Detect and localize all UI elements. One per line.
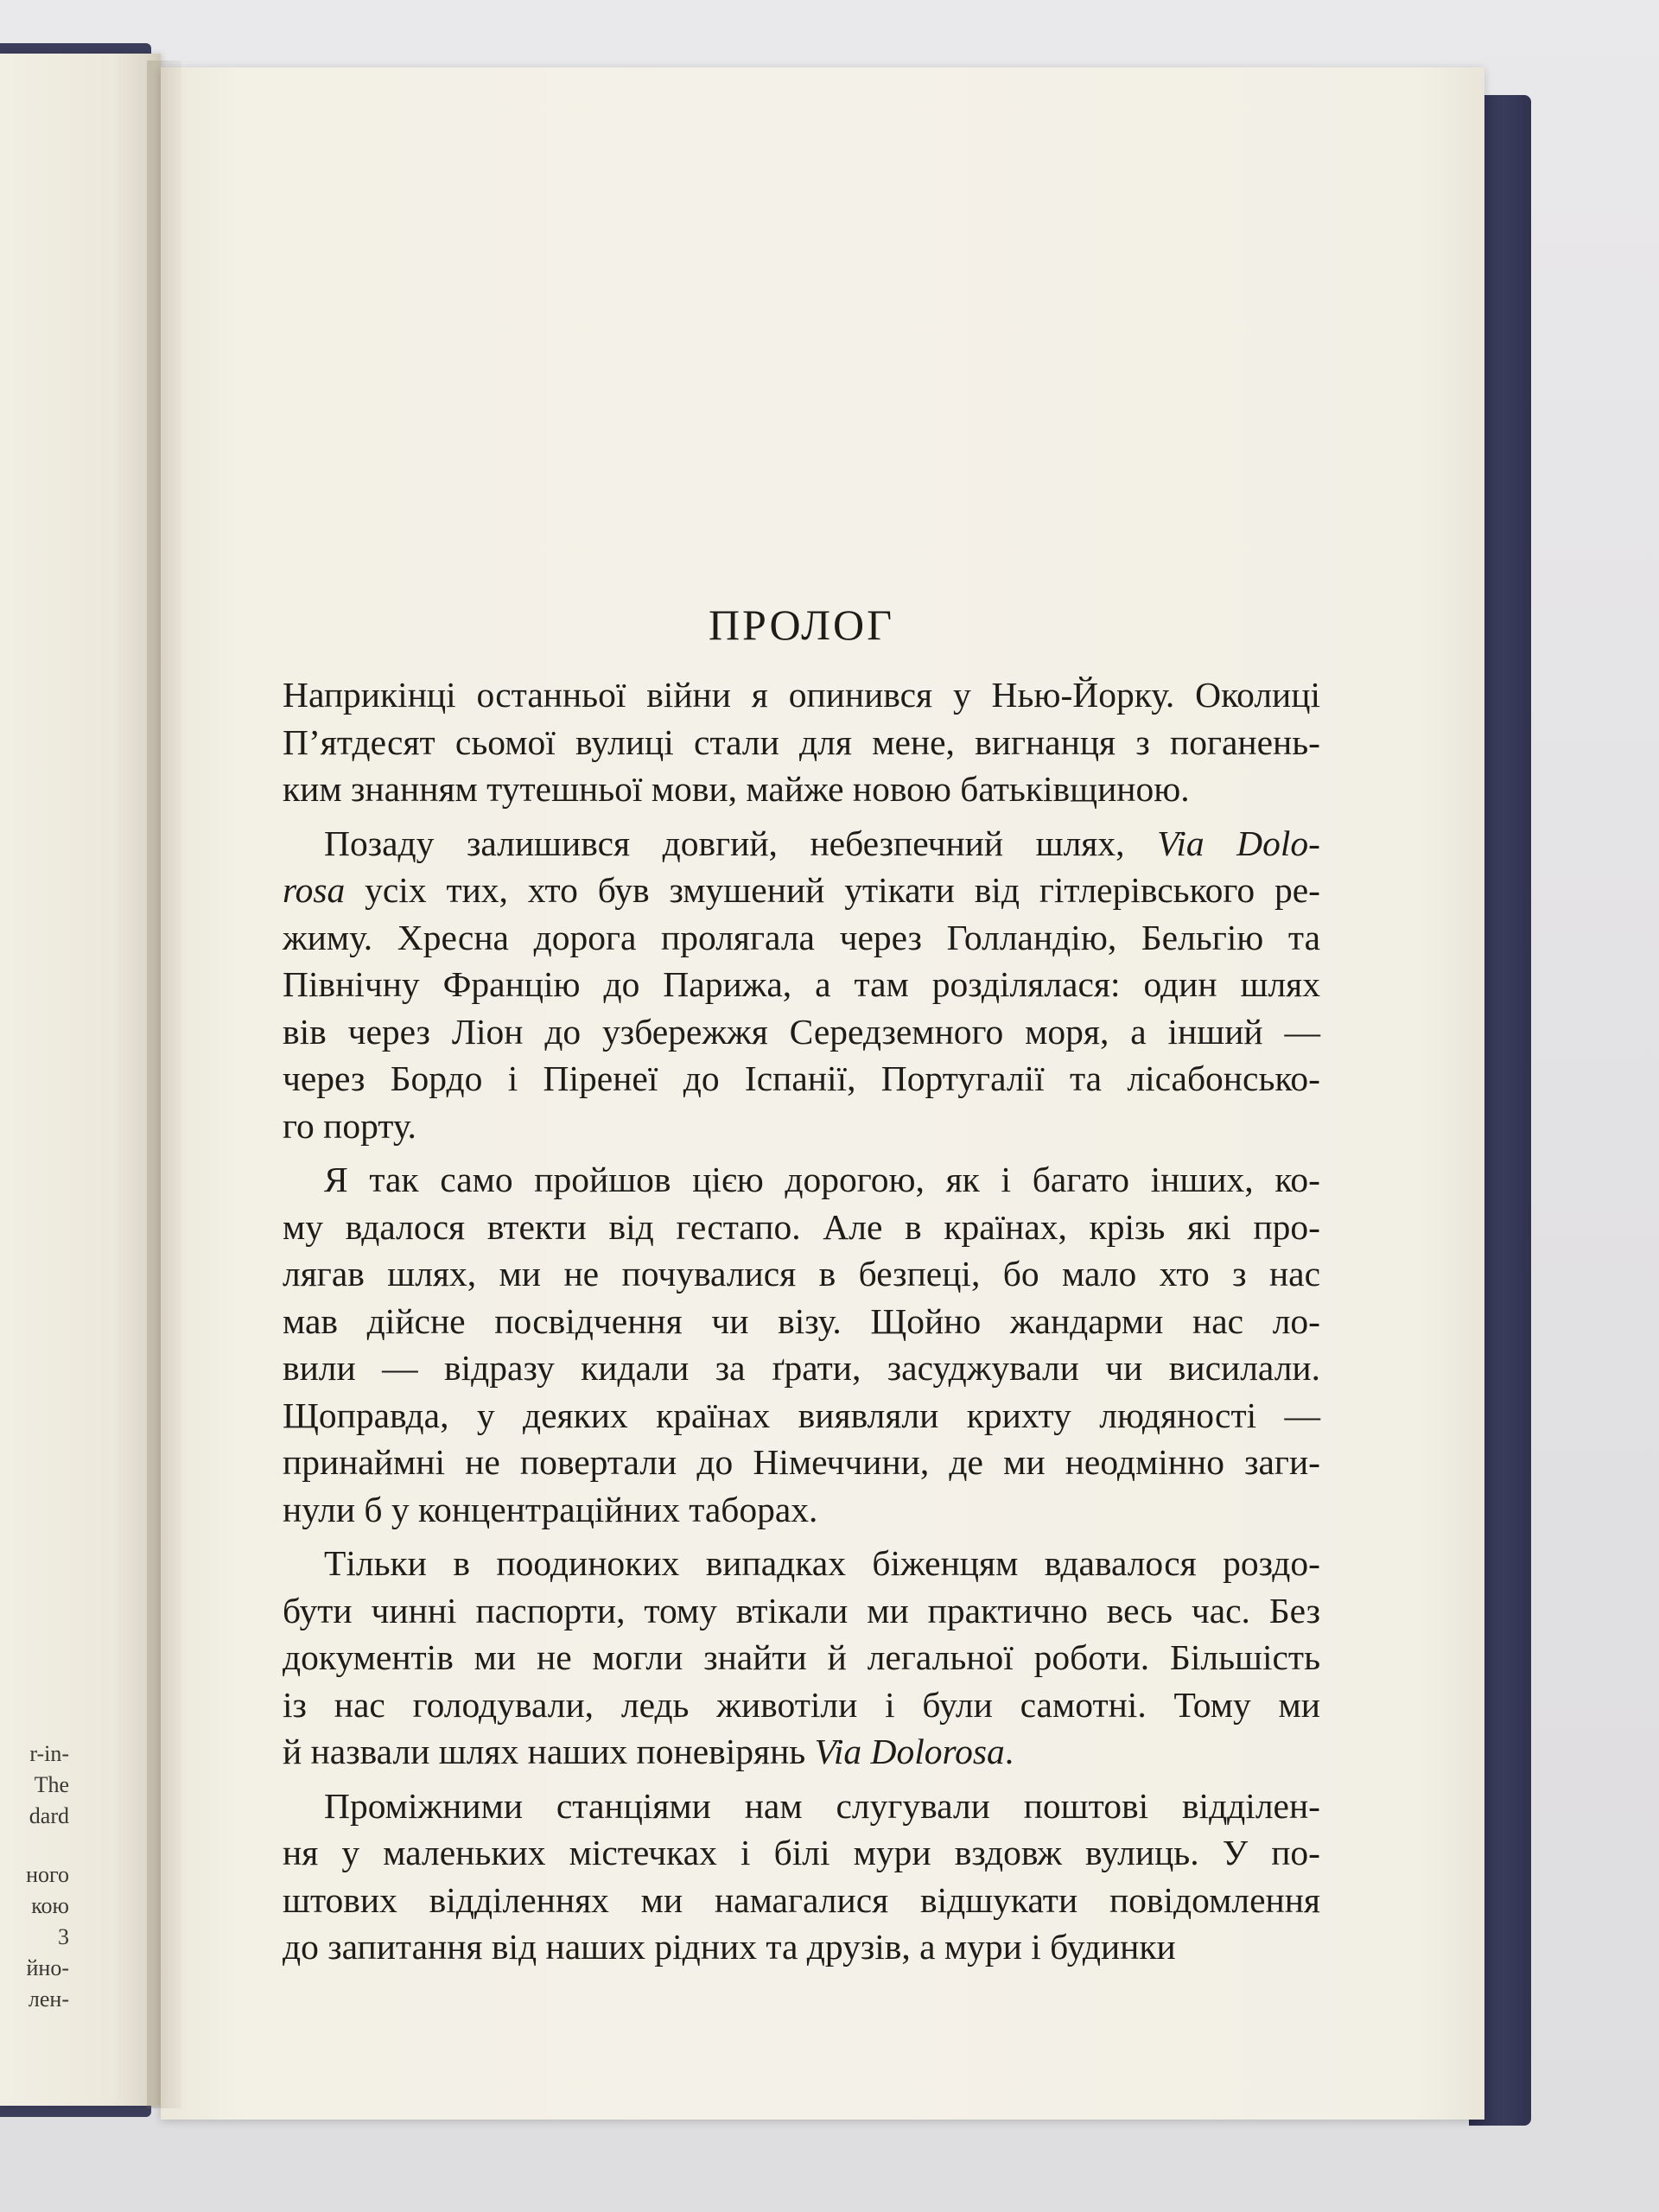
text-line: лягав шлях, ми не почувалися в безпеці, бо мало хто з нас (283, 1254, 1320, 1294)
left-page-line: dard (29, 1803, 69, 1828)
text-line: Північну Францію до Парижа, а там розділялася: один шлях (283, 964, 1320, 1004)
text-segment: Позаду залишився довгий, небезпечний шлях, (324, 823, 1158, 863)
paragraph (283, 820, 1320, 1150)
text-line: жиму. Хресна дорога пролягала через Голландію, Бельгію та (283, 917, 1320, 957)
left-page-line: The (34, 1772, 69, 1797)
text-line: Проміжними станціями нам слугували поштові відділен- (324, 1785, 1320, 1826)
paragraphs (283, 671, 1320, 1971)
text-segment: . (1004, 1732, 1014, 1771)
text-line: Тільки в поодиноких випадках біженцям вдавалося роздо- (324, 1543, 1320, 1583)
text-segment: й назвали шлях наших поневірянь (283, 1732, 815, 1771)
left-page-line: кою (31, 1893, 69, 1918)
paragraph (283, 1783, 1320, 1971)
left-page-line: r-in- (29, 1741, 69, 1766)
text-line: го порту. (283, 1105, 416, 1146)
paragraph (283, 1540, 1320, 1776)
text-line: принаймні не повертали до Німеччини, де ми неодмінно заги- (283, 1442, 1320, 1482)
paragraph (283, 671, 1320, 813)
page-gutter-shadow (147, 60, 181, 2108)
text-line: нули б у концентраційних таборах. (283, 1489, 818, 1529)
text-line: вили — відразу кидали за ґрати, засуджували чи висилали. (283, 1348, 1320, 1388)
text-line: через Бордо і Піренеї до Іспанії, Португалії та лісабонсько- (283, 1058, 1320, 1098)
text-line: му вдалося втекти від гестапо. Але в країнах, крізь які про- (283, 1206, 1320, 1247)
left-page (0, 54, 161, 2106)
left-page-text-fragment-b (0, 1859, 69, 2015)
text-line: ким знанням тутешньої мови, майже новою батьківщиною. (283, 769, 1190, 809)
text-line: Наприкінці останньої війни я опинився у Нью-Йорку. Околиці (283, 675, 1320, 715)
text-line: мав дійсне посвідчення чи візу. Щойно жандарми нас ло- (283, 1300, 1320, 1341)
text-line: до запитання від наших рідних та друзів, а мури і будинки (283, 1927, 1176, 1967)
paragraph (283, 1156, 1320, 1533)
chapter-title: ПРОЛОГ (708, 601, 895, 649)
text-line: бути чинні паспорти, тому втікали ми практично весь час. Без (283, 1590, 1320, 1630)
text-line: П’ятдесят сьомої вулиці стали для мене, вигнанця з поганень- (283, 721, 1320, 762)
text-line: із нас голодували, ледь животіли і були самотні. Тому ми (283, 1684, 1320, 1725)
italic-text: Via Dolorosa (814, 1732, 1005, 1771)
text-line: вів через Ліон до узбережжя Середземного моря, а інший — (283, 1011, 1320, 1052)
text-line (283, 1728, 1320, 1776)
italic-text: rosa (283, 870, 346, 910)
text-line: Я так само пройшов цією дорогою, як і багато інших, ко- (324, 1160, 1320, 1199)
left-page-line: лен- (28, 1986, 69, 2012)
left-page-line: 3 (58, 1924, 69, 1949)
left-page-line: йно- (26, 1955, 69, 1980)
text-segment: усіх тих, хто був змушений утікати від гітлерівського ре- (345, 870, 1320, 910)
text-block (283, 599, 1320, 1978)
right-page (161, 67, 1484, 2120)
text-line (283, 820, 1320, 868)
text-line: ня у маленьких містечках і білі мури вздовж вулиць. У по- (283, 1833, 1320, 1872)
left-page-text-fragment-a (0, 1738, 69, 1832)
text-line: Щоправда, у деяких країнах виявляли крихту людяності — (283, 1395, 1320, 1435)
text-line: документів ми не могли знайти й легальної роботи. Більшість (283, 1637, 1320, 1677)
italic-text: Via Dolo- (1157, 823, 1321, 863)
text-line: штових відділеннях ми намагалися відшукати повідомлення (283, 1879, 1320, 1920)
text-line (283, 867, 1320, 914)
left-page-line: ного (26, 1862, 69, 1887)
